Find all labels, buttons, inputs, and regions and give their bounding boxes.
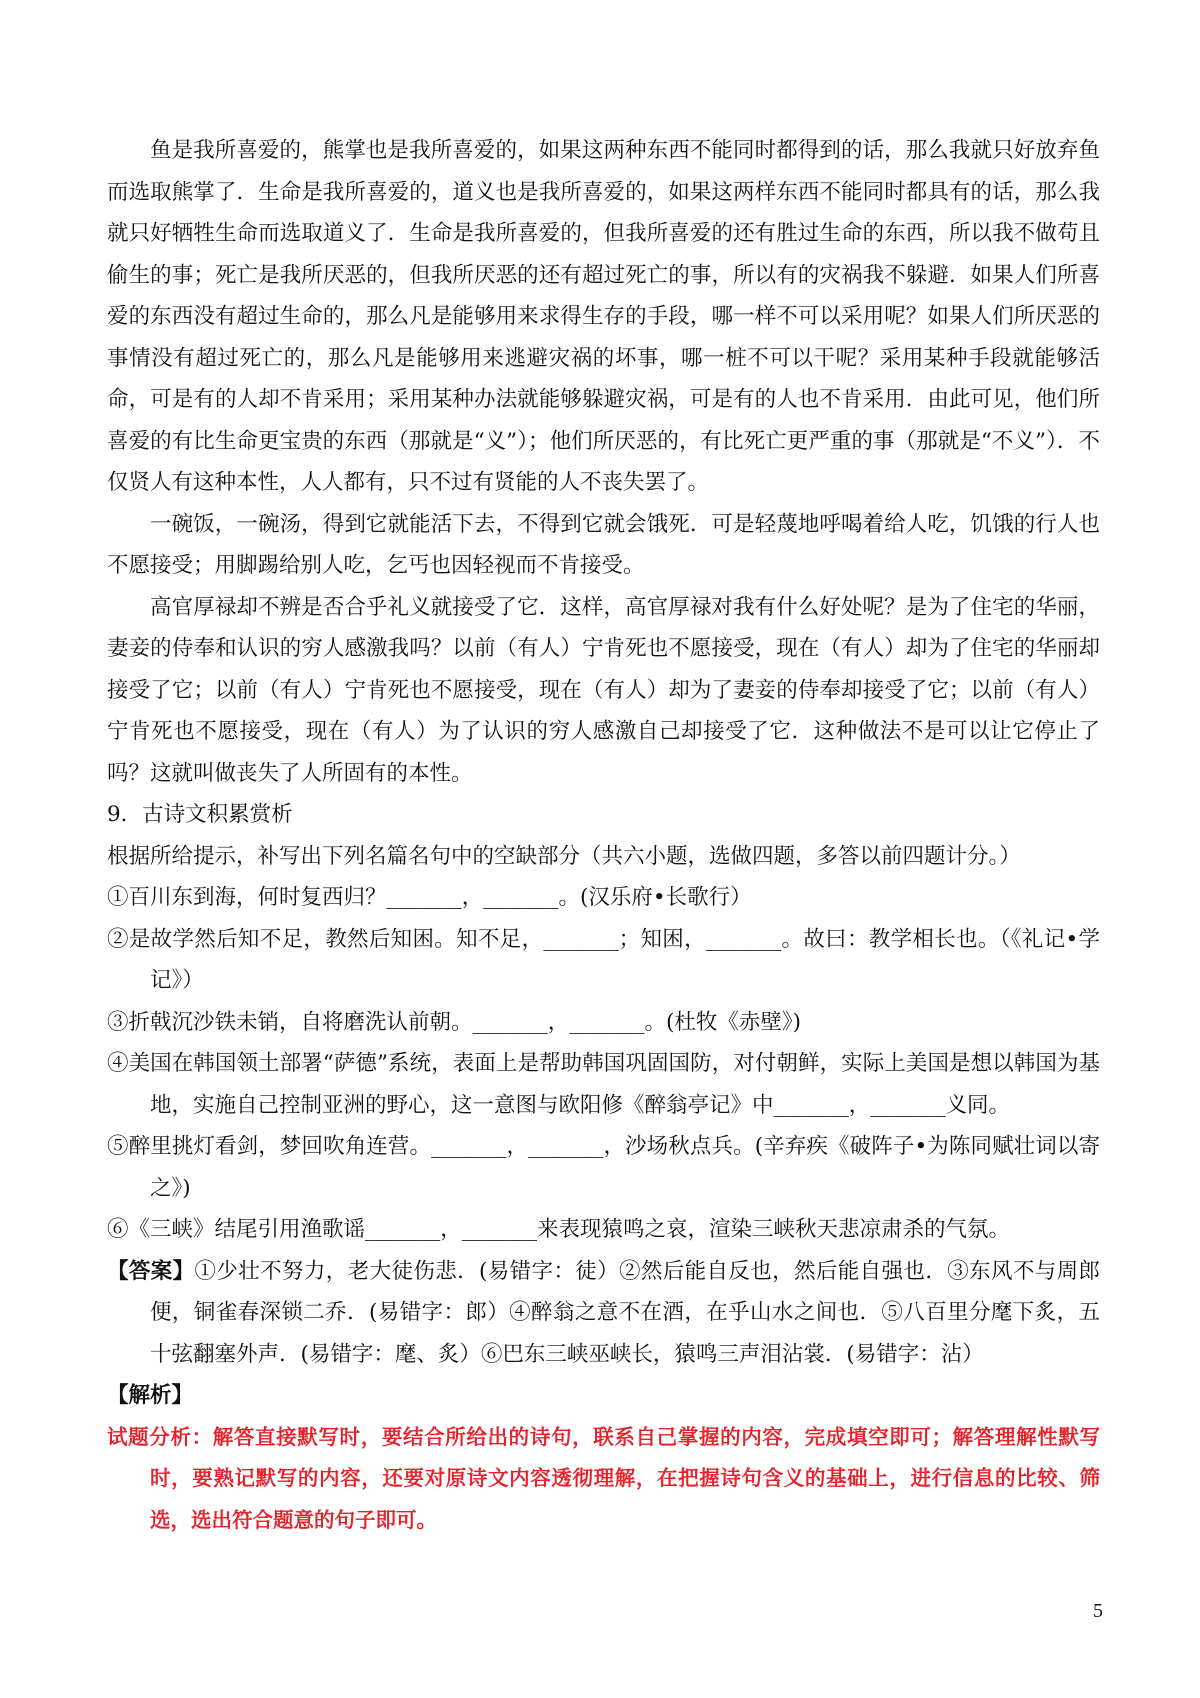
answer-text: ①少壮不努力，老大徒伤悲．(易错字：徒）②然后能自反也，然后能自强也．③东风不与周郎便，铜雀春深锁二乔．(易错字：郎）④醉翁之意不在酒，在乎山水之间也．⑤八百里分麾下炙，五十弦翻塞外声．(易错字：麾、炙）⑥巴东三峡巫峡长，猿鸣三声泪沾裳．(易错字：沾） — [150, 1258, 1100, 1367]
question-item-5: ⑤醉里挑灯看剑，梦回吹角连营。_______，_______，沙场秋点兵。(辛弃疾《破阵子•为陈同赋壮词以寄之》) — [107, 1134, 1100, 1201]
passage-paragraph-3: 高官厚禄却不辨是否合乎礼义就接受了它．这样，高官厚禄对我有什么好处呢？是为了住宅的华丽，妻妾的侍奉和认识的穷人感激我吗？以前（有人）宁肯死也不愿接受，现在（有人）却为了住宅的华丽却接受了它；以前（有人）宁肯死也不愿接受，现在（有人）却为了妻妾的侍奉却接受了它；以前（有人）宁肯死也不愿接受，现在（有人）为了认识的穷人感激自己却接受了它．这种做法不是可以让它停止了吗？这就叫做丧失了人所固有的本性。 — [107, 594, 1100, 786]
analysis-label: 【解析】 — [107, 1383, 194, 1408]
question-item-1: ①百川东到海，何时复西归？_______，_______。(汉乐府•长歌行） — [107, 885, 752, 910]
passage-paragraph-1: 鱼是我所喜爱的，熊掌也是我所喜爱的，如果这两种东西不能同时都得到的话，那么我就只好放弃鱼而选取熊掌了．生命是我所喜爱的，道义也是我所喜爱的，如果这两样东西不能同时都具有的话，那么我就只好牺牲生命而选取道义了．生命是我所喜爱的，但我所喜爱的还有胜过生命的东西，所以我不做苟且偷生的事；死亡是我所厌恶的，但我所厌恶的还有超过死亡的事，所以有的灾祸我不躲避．如果人们所喜爱的东西没有超过生命的，那么凡是能够用来求得生存的手段，哪一样不可以采用呢？如果人们所厌恶的事情没有超过死亡的，那么凡是能够用来逃避灾祸的坏事，哪一桩不可以干呢？采用某种手段就能够活命，可是有的人却不肯采用；采用某种办法就能够躲避灾祸，可是有的人也不肯采用．由此可见，他们所喜爱的有比生命更宝贵的东西（那就是“义”）；他们所厌恶的，有比死亡更严重的事（那就是“不义”）．不仅贤人有这种本性，人人都有，只不过有贤能的人不丧失罢了。 — [107, 138, 1100, 495]
page-number: 5 — [1093, 1600, 1103, 1622]
question-item-2: ②是故学然后知不足，教然后知困。知不足，_______；知困，_______。故曰：教学相长也。（《礼记•学记》） — [107, 926, 1100, 993]
answer-block — [107, 1251, 1100, 1376]
answer-label: 【答案】 — [107, 1258, 195, 1284]
passage-paragraph-2: 一碗饭，一碗汤，得到它就能活下去，不得到它就会饿死．可是轻蔑地呼喝着给人吃，饥饿的行人也不愿接受；用脚踢给别人吃，乞丐也因轻视而不肯接受。 — [107, 511, 1100, 578]
analysis-text: 试题分析：解答直接默写时，要结合所给出的诗句，联系自己掌握的内容，完成填空即可；解答理解性默写时，要熟记默写的内容，还要对原诗文内容透彻理解，在把握诗句含义的基础上，进行信息的比较、筛选，选出符合题意的句子即可。 — [107, 1424, 1100, 1532]
question-item-6: ⑥《三峡》结尾引用渔歌谣_______，_______来表现猿鸣之哀，渲染三峡秋天悲凉肃杀的气氛。 — [107, 1217, 1011, 1242]
question-heading: 9．古诗文积累赏析 — [107, 802, 293, 827]
question-item-3: ③折戟沉沙铁未销，自将磨洗认前朝。_______，_______。(杜牧《赤壁》) — [107, 1009, 802, 1035]
question-item-4: ④美国在韩国领土部署“萨德”系统，表面上是帮助韩国巩固国防，对付朝鲜，实际上美国是想以韩国为基地，实施自己控制亚洲的野心，这一意图与欧阳修《醉翁亭记》中_______，_______义同。 — [107, 1051, 1100, 1118]
question-instruction: 根据所给提示，补写出下列名篇名句中的空缺部分（共六小题，选做四题，多答以前四题计分。） — [107, 843, 1021, 869]
document-page — [107, 130, 1100, 1541]
